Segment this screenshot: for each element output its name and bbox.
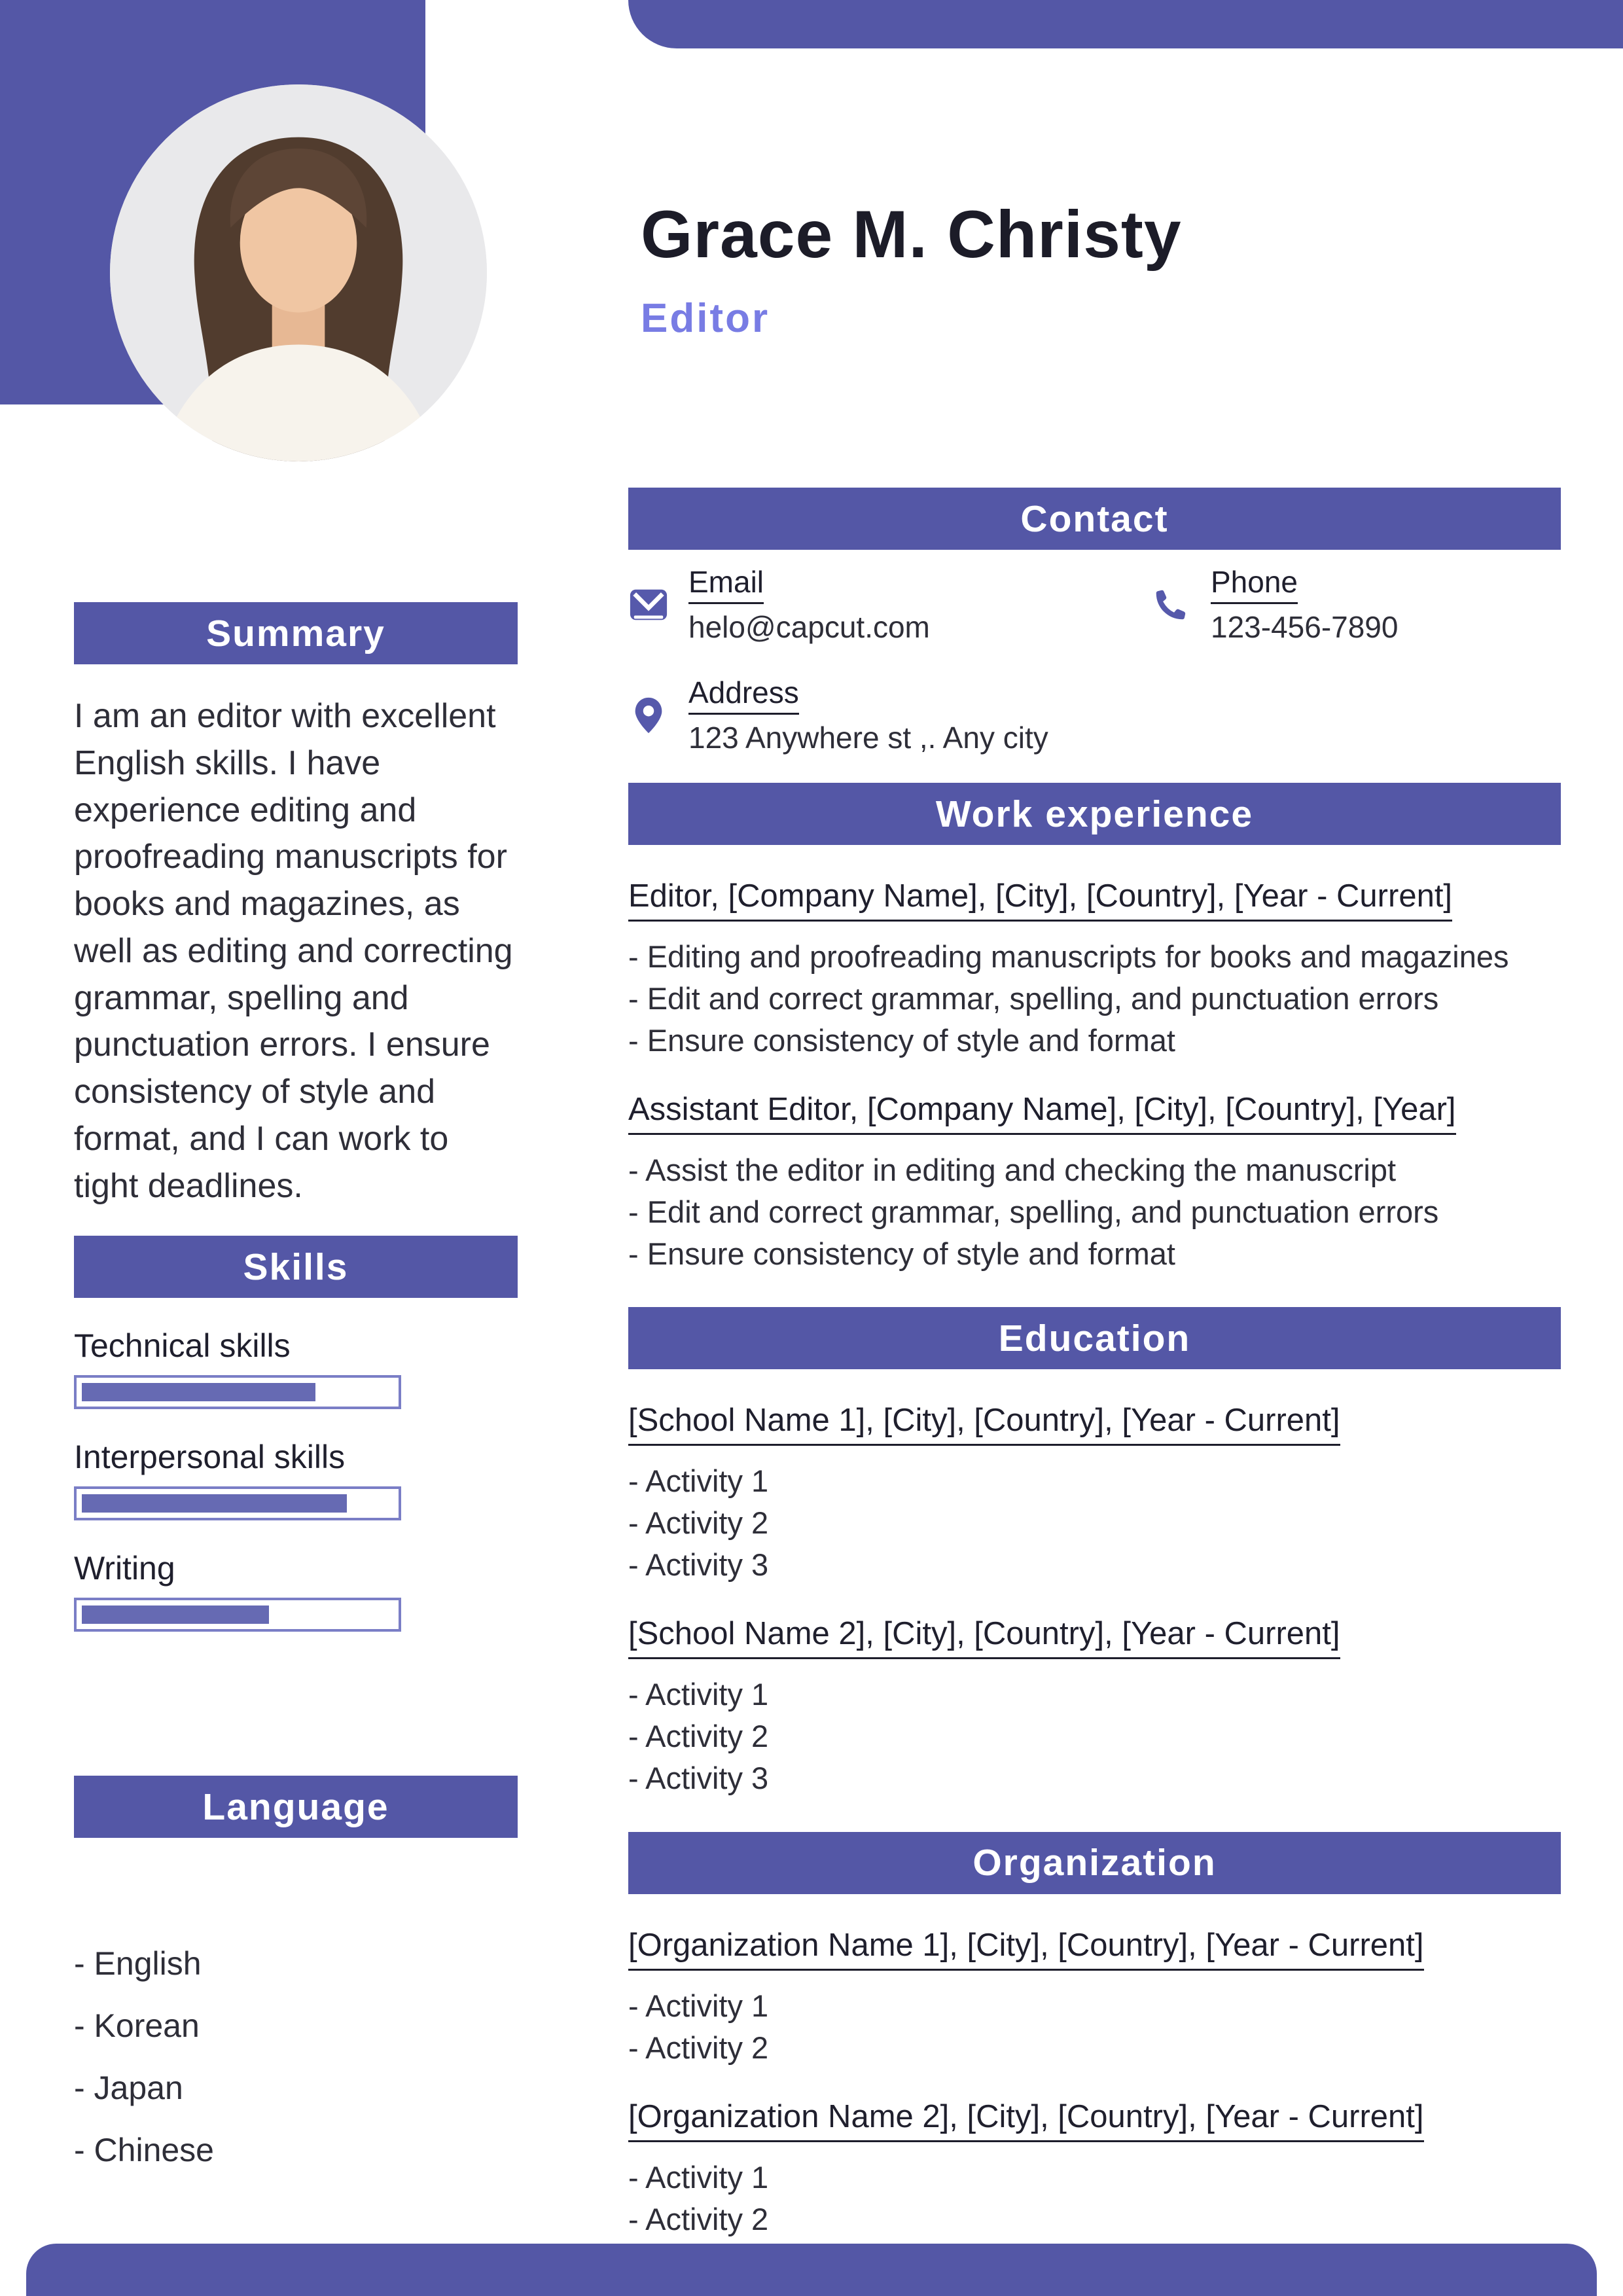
skill-progress-track [74,1598,401,1632]
person-portrait-placeholder [110,84,487,461]
location-pin-icon [628,695,669,736]
school-heading: [School Name 1], [City], [Country], [Year - Current] [628,1402,1340,1446]
job-heading: Editor, [Company Name], [City], [Country], [Year - Current] [628,878,1452,922]
phone-icon [1150,584,1191,625]
language-item: - English [74,1945,202,1982]
organization-entry [628,1894,1561,2069]
person-name: Grace M. Christy [641,197,1182,272]
language-item: - Chinese [74,2132,214,2169]
email-label: Email [688,564,764,604]
phone-label: Phone [1211,564,1298,604]
contact-phone-texts [1211,564,1398,645]
address-label: Address [688,675,799,715]
contact-grid [628,564,1561,755]
job-bullets [628,936,1561,1062]
organization-bullet: - Activity 1 [628,1988,769,2023]
organization-bullets [628,1985,1561,2069]
header [641,196,1577,342]
school-bullet: - Activity 3 [628,1760,769,1795]
language-section-header: Language [74,1776,518,1838]
organization-entry [628,2069,1561,2240]
school-bullet: - Activity 3 [628,1547,769,1583]
job-heading: Assistant Editor, [Company Name], [City], [Country], [Year] [628,1091,1456,1135]
contact-address-texts [688,675,1048,755]
skill-progress-fill [82,1383,315,1401]
school-heading: [School Name 2], [City], [Country], [Year - Current] [628,1615,1340,1659]
school-bullets [628,1460,1561,1586]
school-bullets [628,1674,1561,1799]
school-entry [628,1586,1561,1799]
contact-phone [1150,564,1561,645]
school-entry [628,1369,1561,1586]
skill-progress-fill [82,1494,347,1513]
organization-bullet: - Activity 1 [628,2159,769,2195]
right-column [628,488,1561,2240]
bottom-purple-bar [26,2244,1597,2296]
job-bullet: - Editing and proofreading manuscripts for books and magazines [628,939,1509,974]
skill-item [74,1549,518,1632]
phone-value: 123-456-7890 [1211,610,1399,644]
skill-progress-fill [82,1605,269,1624]
summary-text: I am an editor with excellent English skills. I have experience editing and proofreading manuscripts for books and magazines, as well as editing and correcting grammar, spelling and punctuation errors. I ensure consistency of style and format, and I can work to tight deadlines. [74,697,513,1205]
education-section-header: Education [628,1307,1561,1369]
skill-progress-track [74,1375,401,1409]
school-bullet: - Activity 2 [628,1505,769,1541]
organization-bullets [628,2157,1561,2240]
profile-photo [110,84,487,461]
left-column [74,602,518,2181]
school-bullet: - Activity 1 [628,1677,769,1712]
contact-section-header: Contact [628,488,1561,550]
language-list [74,1933,518,2181]
organization-heading: [Organization Name 1], [City], [Country], [Year - Current] [628,1927,1424,1971]
envelope-icon [628,584,669,625]
contact-email-texts [688,564,930,645]
skill-label: Technical skills [74,1327,291,1365]
job-bullet: - Ensure consistency of style and format [628,1022,1175,1058]
job-bullet: - Ensure consistency of style and format [628,1236,1175,1271]
organization-section-header: Organization [628,1832,1561,1894]
skill-item [74,1327,518,1409]
organization-bullet: - Activity 2 [628,2030,769,2065]
organization-bullet: - Activity 2 [628,2201,769,2236]
job-bullet: - Edit and correct grammar, spelling, and punctuation errors [628,1194,1439,1229]
job-entry [628,1062,1561,1275]
contact-email [628,564,1150,645]
top-right-purple-bar [628,0,1623,48]
skill-label: Writing [74,1550,175,1587]
job-bullet: - Edit and correct grammar, spelling, and punctuation errors [628,980,1439,1016]
job-entry [628,845,1561,1062]
organization-heading: [Organization Name 2], [City], [Country], [Year - Current] [628,2098,1424,2142]
language-item: - Korean [74,2007,200,2045]
skill-item [74,1438,518,1520]
summary-section-header: Summary [74,602,518,664]
work-experience-section-header: Work experience [628,783,1561,845]
language-item: - Japan [74,2070,183,2107]
skill-label: Interpersonal skills [74,1439,346,1476]
contact-address [628,675,1150,755]
skills-section-header: Skills [74,1236,518,1298]
job-bullet: - Assist the editor in editing and checking the manuscript [628,1152,1397,1187]
school-bullet: - Activity 2 [628,1719,769,1754]
person-role: Editor [641,296,770,341]
job-bullets [628,1149,1561,1275]
email-value: helo@capcut.com [688,610,930,644]
skill-progress-track [74,1486,401,1520]
address-value: 123 Anywhere st ,. Any city [688,721,1048,755]
school-bullet: - Activity 1 [628,1463,769,1499]
